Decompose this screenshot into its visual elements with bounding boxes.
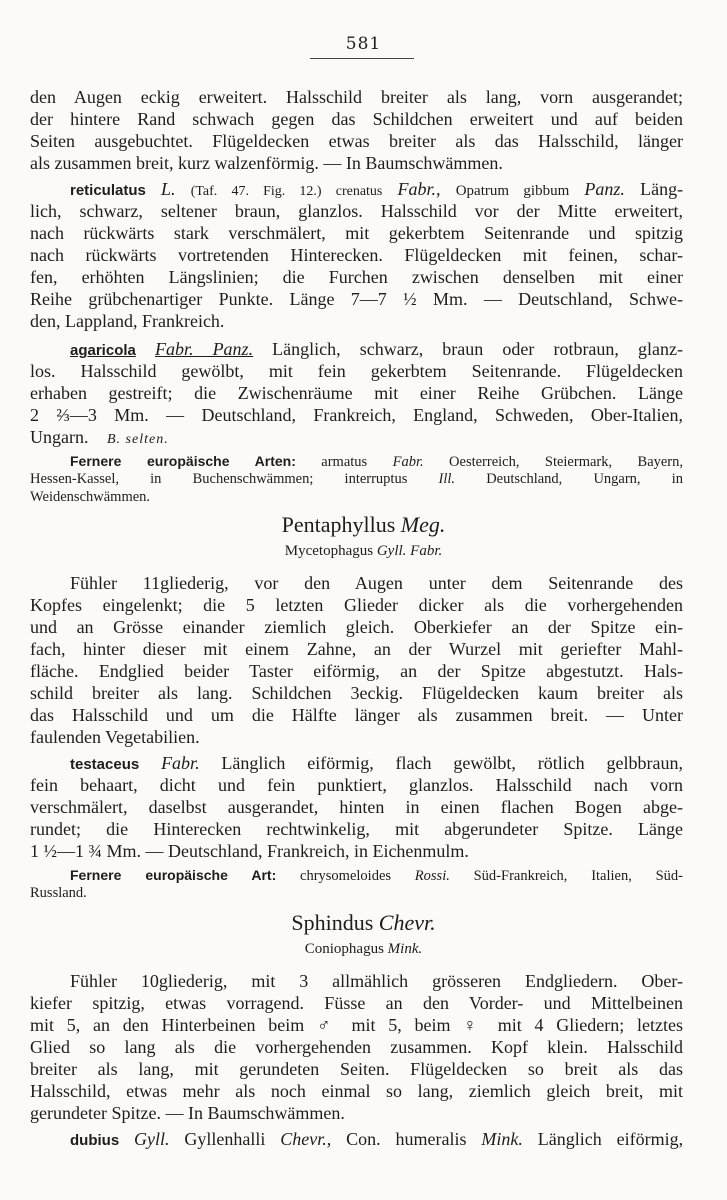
synonym-name: Gyllenhalli [184,1129,266,1149]
text-line: Fühler 10gliederig, mit 3 allmählich grösseren Endgliedern. Ober- [70,971,683,991]
species-author: Rossi. [414,868,450,884]
species-name: chrysomeloides [300,868,392,884]
text-fragment: Läng- [640,179,683,199]
synonym-author: Fabr., [397,179,441,199]
page-number-rule [310,58,414,59]
text-fragment: Länglich eiförmig, flach gewölbt, rötlich gelbbraun, [221,753,683,773]
genus-author: Meg. [400,512,446,537]
text-line: verschmälert, daselbst ausgerandet, hinten in einen flachen Bogen abge- [30,797,683,817]
further-species-note [30,866,683,885]
species-entry-dubius [30,1128,683,1152]
handwritten-annotation: B. selten. [106,432,169,447]
text-line: nach rückwärts stark verschmälert, mit gekerbtem Seitenrande und spitzig [30,223,683,243]
text-line: Halsschild, etwas mehr als noch einmal so lang, ziemlich gleich breit, mit [30,1081,683,1101]
text-line: Glied so lang als die vorhergehenden zusammen. Kopf klein. Halsschild [30,1037,683,1057]
text-line: mit 5, an den Hinterbeinen beim ♂ mit 5, beim ♀ mit 4 Gliedern; letztes [30,1015,683,1035]
species-entry-testaceus [30,752,683,776]
text-line: gerundeter Spitze. — In Baumschwämmen. [30,1103,345,1123]
text-line: nach rückwärts vortretenden Hinterecken. Flügeldecken mit feinen, schar- [30,245,683,265]
species-author: Fabr. [161,753,200,773]
text-line: fen, erhöhten Längslinien; die Furchen zwischen denselben mit einer [30,267,683,287]
genus-name: Pentaphyllus [281,512,396,537]
species-name: agaricola [70,342,136,359]
synonym-author: Chevr., [280,1129,332,1149]
text-line: schild breiter als lang. Schildchen 3eckig. Flügeldecken kaum breiter als [30,683,683,703]
text-line: Russland. [30,885,87,901]
synonym-author: Panz. [584,179,625,199]
text-line: kiefer spitzig, etwas vorragend. Füsse an den Vorder- und Mittelbeinen [30,993,683,1013]
text-line: rundet; die Hinterecken rechtwinkelig, mit abgerundeter Spitze. Länge [30,819,683,839]
note-label: Fernere europäische Arten: [70,453,296,469]
text-line: fläche. Endglied beider Taster eiförmig, an der Spitze abgestutzt. Hals- [30,661,683,681]
text-fragment: Länglich eiförmig, [537,1129,683,1149]
synonym-author: Mink. [481,1129,523,1149]
plate-reference: (Taf. 47. Fig. 12.) crenatus [190,184,383,199]
species-author: Ill. [438,471,456,487]
species-entry-agaricola [30,338,683,362]
genus-name: Sphindus [291,910,374,935]
species-author: Fabr. [392,454,424,470]
species-name: armatus [321,454,368,470]
species-name: reticulatus [70,182,146,199]
text-fragment: Oesterreich, Steiermark, Bayern, [449,454,683,470]
synonym-name: Con. humeralis [346,1129,467,1149]
synonym-author: Gyll. Fabr. [376,543,443,559]
genus-heading-pentaphyllus [0,512,727,538]
text-fragment: Ungarn. [30,427,89,447]
text-line: lich, schwarz, seltener braun, glanzlos. Halsschild vor der Mitte erweitert, [30,201,683,221]
synonym-name: Opatrum gibbum [455,183,570,199]
text-fragment: Deutschland, Ungarn, in [486,471,683,487]
text-line [30,470,683,488]
synonym-name: Mycetophagus [284,543,374,559]
text-line: der hintere Rand schwach gegen das Schildchen erweitert und auf beiden [30,109,683,129]
text-fragment: Hessen-Kassel, in Buchenschwämmen; interruptus [30,471,408,487]
text-line: Kopfes eingelenkt; die 5 letzten Glieder dicker als die vorhergehenden [30,595,683,615]
text-line: als zusammen breit, kurz walzenförmig. — In Baumschwämmen. [30,153,503,173]
genus-synonym [0,940,727,958]
text-line: den Augen eckig erweitert. Halsschild breiter als lang, vorn ausgerandet; [30,87,683,107]
genus-author: Chevr. [378,910,436,935]
text-line: das Halsschild und um die Hälfte länger als zusammen breit. — Unter [30,705,683,725]
species-author: Gyll. [134,1129,170,1149]
synonym-author: Mink. [387,941,423,957]
note-label: Fernere europäische Art: [70,867,277,883]
text-line: Seiten ausgebuchtet. Flügeldecken etwas breiter als das Halsschild, länger [30,131,683,151]
text-line: Reihe grübchenartiger Punkte. Länge 7—7 ½ Mm. — Deutschland, Schwe- [30,289,683,309]
text-fragment: Süd-Frankreich, Italien, Süd- [473,868,683,884]
text-line: erhaben gestreift; die Zwischenräume mit einer Reihe Grübchen. Länge [30,383,683,403]
species-name: dubius [70,1132,120,1149]
text-line: Fühler 11gliederig, vor den Augen unter dem Seitenrande des [70,573,683,593]
text-line: Weidenschwämmen. [30,489,151,505]
text-line: den, Lappland, Frankreich. [30,311,225,331]
text-fragment: Länglich, schwarz, braun oder rotbraun, glanz- [272,339,683,359]
text-line: breiter als lang, mit gerundeten Seiten. Flügeldecken so breit als das [30,1059,683,1079]
species-author: Fabr. Panz. [154,339,254,359]
synonym-name: Coniophagus [304,941,384,957]
text-line: los. Halsschild gewölbt, mit fein gekerbtem Seitenrande. Flügeldecken [30,361,683,381]
species-author: L. [161,179,176,199]
species-name: testaceus [70,756,140,773]
text-line: 2 ⅔—3 Mm. — Deutschland, Frankreich, England, Schweden, Ober-Italien, [30,405,683,425]
text-line: und an Grösse einander ziemlich gleich. Oberkiefer an der Spitze ein- [30,617,683,637]
text-line: fein behaart, dicht und fein punktiert, glanzlos. Halsschild nach vorn [30,775,683,795]
text-line: faulenden Vegetabilien. [30,727,200,747]
page-number: 581 [345,34,382,54]
text-line [30,426,683,451]
genus-heading-sphindus [0,910,727,936]
text-line: 1 ½—1 ¾ Mm. — Deutschland, Frankreich, in Eichenmulm. [30,841,469,861]
genus-synonym [0,542,727,560]
further-species-note [30,452,683,471]
text-line: fach, hinter dieser mit einem Zahne, an der Wurzel mit geriefter Mahl- [30,639,683,659]
